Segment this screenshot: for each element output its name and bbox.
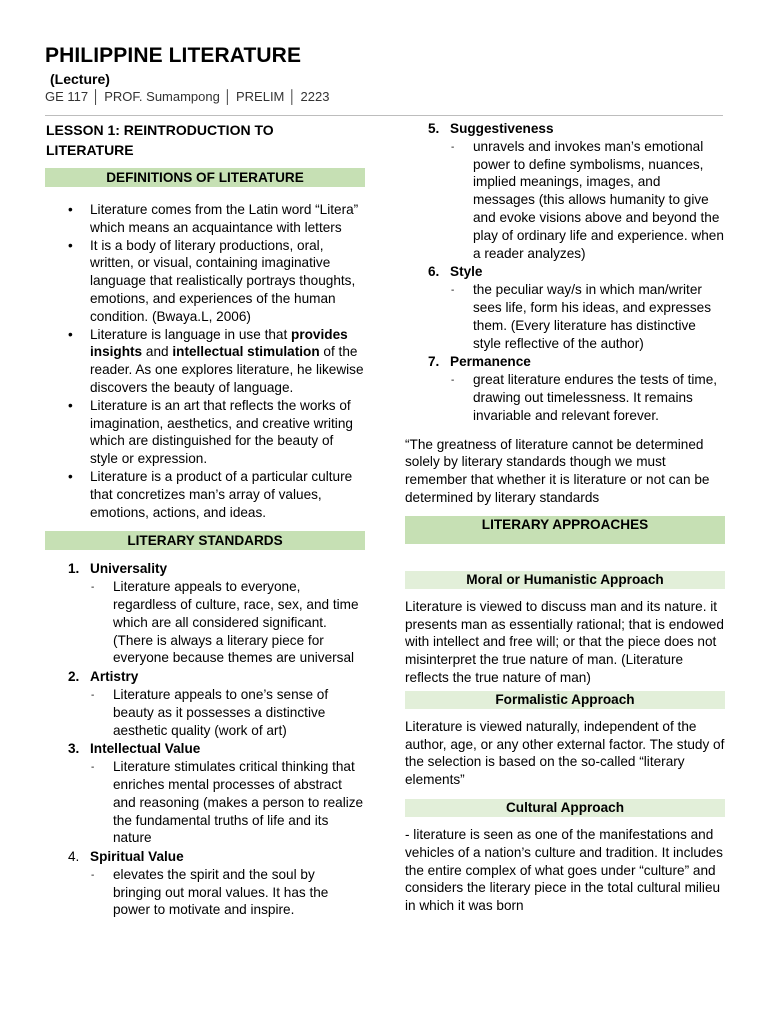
item-description: - great literature endures the tests of time, drawing out timelessness. It remains invariable and relevant forever. (450, 371, 725, 424)
formalistic-approach-heading: Formalistic Approach (405, 691, 725, 709)
lesson-title: LESSON 1: REINTRODUCTION TO LITERATURE (46, 122, 274, 158)
item-title: Spiritual Value (90, 849, 184, 865)
literature-quote: “The greatness of literature cannot be determined solely by literary standards though we must remember that whether it is literature or not can be determined by literary standards (405, 436, 710, 505)
item-title: Universality (90, 561, 168, 577)
definitions-list (45, 201, 365, 521)
list-item (90, 326, 365, 397)
section-code: 2223 (300, 89, 330, 104)
course-meta (45, 89, 329, 104)
list-item (45, 740, 365, 847)
list-item (405, 263, 725, 352)
item-description: - Literature appeals to one’s sense of beauty as it possesses a distinctive aesthetic quality (work of art) (90, 686, 365, 739)
definition-text: of the reader. As one explores literature, he likewise discovers the beauty of language. (90, 344, 364, 395)
formalistic-approach-text: Literature is viewed naturally, independent of the author, age, or any other external factor. The study of the selection is based on the so-called “literary elements” (405, 718, 725, 788)
list-item (45, 668, 365, 739)
item-number: 6. (428, 264, 440, 280)
item-title: Suggestiveness (450, 121, 554, 136)
definitions-heading: DEFINITIONS OF LITERATURE (45, 168, 365, 187)
standards-heading: LITERARY STANDARDS (45, 531, 365, 550)
cultural-approach-heading: Cultural Approach (405, 799, 725, 817)
item-number: 5. (428, 121, 440, 136)
item-description: - the peculiar way/s in which man/writer sees life, form his ideas, and expresses them. (Every literature has distinctive style reflective of the author) (450, 281, 725, 352)
item-description: - Literature stimulates critical thinking that enriches mental processes of abstract and reasoning (makes a person to realize the fundamental truths of life and its nature (90, 758, 365, 847)
left-column (45, 120, 365, 920)
item-description: - Literature appeals to everyone, regardless of culture, race, sex, and time which are all considered significant. (There is always a literary piece for everyone because themes are universal (90, 578, 365, 667)
item-description: - unravels and invokes man’s emotional power to define symbolisms, nuances, implied meanings, images, and messages (this allows humanity to give and evoke visions above and beyond the play of ordinary life and experience. when a reader analyzes) (450, 138, 725, 263)
right-column (405, 120, 725, 915)
cultural-approach-text: - literature is seen as one of the manifestations and vehicles of a nation’s culture and tradition. It includes the entire complex of what goes under “culture” and considers the literary piece in the total cultural milieu in which it was born (405, 826, 723, 914)
meta-separator: │ (92, 89, 101, 104)
standards-list-left (45, 560, 365, 919)
emphasis-text: intellectual stimulation (172, 344, 320, 360)
document-title: PHILIPPINE LITERATURE (45, 44, 302, 67)
definition-text: and (142, 344, 173, 360)
list-item (45, 848, 365, 919)
item-title: Intellectual Value (90, 741, 201, 757)
item-number: 4. (68, 849, 80, 865)
item-title: Artistry (90, 669, 139, 685)
emphasis-text: provides insights (90, 326, 348, 360)
item-number: 3. (68, 741, 80, 757)
list-item: • Literature is an art that reflects the works of imagination, aesthetics, and creative writing which are distinguished for the beauty of style or expression. (90, 397, 365, 468)
moral-approach-heading: Moral or Humanistic Approach (405, 571, 725, 589)
course-code: GE 117 (45, 89, 89, 104)
list-item (405, 353, 725, 424)
list-item (405, 120, 725, 262)
list-item: • Literature comes from the Latin word “Litera” which means an acquaintance with letters (90, 201, 365, 237)
approaches-heading: LITERARY APPROACHES (405, 516, 725, 544)
standards-list-right (405, 120, 725, 425)
list-item (45, 560, 365, 667)
item-title: Style (450, 264, 483, 280)
item-number: 7. (428, 354, 440, 370)
list-item: • Literature is a product of a particular culture that concretizes man’s array of values, emotions, actions, and ideas. (90, 468, 365, 521)
term-label: PRELIM (235, 89, 285, 104)
meta-separator: │ (288, 89, 297, 104)
moral-approach-text: Literature is viewed to discuss man and its nature. it presents man as essentially rational; that is endowed with intellect and free will; or that the piece does not misinterpret the true nature of man. (Literature reflects the true nature of man) (405, 598, 724, 685)
document-subtitle: (Lecture) (50, 71, 110, 87)
item-title: Permanence (450, 354, 531, 370)
list-item: • It is a body of literary productions, oral, written, or visual, containing imaginative language that realistically portrays thoughts, emotions, and experiences of the human condition. (Bwaya.L, 2006) (90, 237, 365, 326)
definition-text: Literature is language in use that (90, 326, 292, 342)
header-divider (45, 115, 723, 116)
professor-name: PROF. Sumampong (104, 89, 220, 104)
item-number: 1. (68, 561, 80, 577)
meta-separator: │ (223, 89, 232, 104)
item-number: 2. (68, 669, 80, 685)
item-description: - elevates the spirit and the soul by bringing out moral values. It has the power to motivate and inspire. (90, 866, 365, 919)
